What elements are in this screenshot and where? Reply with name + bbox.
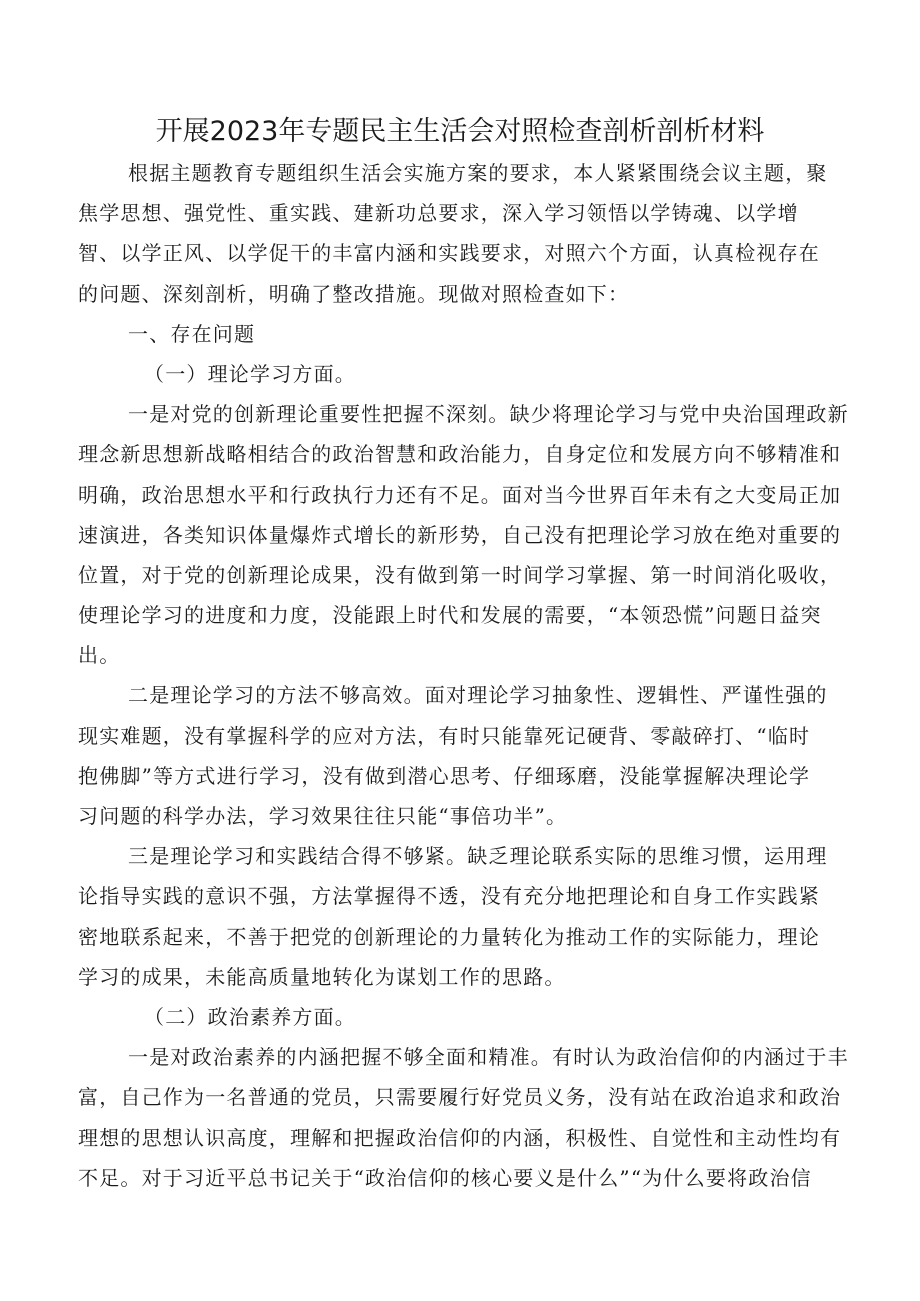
text-line: 智、以学正风、以学促干的丰富内涵和实践要求，对照六个方面，认真检视存在	[78, 241, 820, 266]
text-line: （一）理论学习方面。	[144, 361, 356, 386]
document-title: 开展2023年专题民主生活会对照检查剖析剖析材料	[155, 116, 765, 147]
text-line: 根据主题教育专题组织生活会实施方案的要求，本人紧紧围绕会议主题，聚	[128, 161, 828, 185]
document-body	[78, 153, 858, 1198]
text-line: 不足。对于习近平总书记关于“政治信仰的核心要义是什么”“为什么要将政治信	[78, 1165, 812, 1190]
text-line: 二是理论学习的方法不够高效。面对理论学习抽象性、逻辑性、严谨性强的	[128, 683, 828, 708]
text-line: （二）政治素养方面。	[144, 1004, 356, 1029]
text-line: 一、存在问题	[128, 321, 256, 346]
text-line: 出。	[78, 643, 121, 668]
text-line: 理想的思想认识高度，理解和把握政治信仰的内涵，积极性、自觉性和主动性均有	[78, 1125, 842, 1150]
text-line: 三是理论学习和实践结合得不够紧。缺乏理论联系实际的思维习惯，运用理	[128, 844, 828, 869]
text-line: 使理论学习的进度和力度，没能跟上时代和发展的需要，“本领恐慌”问题日益突	[78, 603, 822, 628]
text-line: 学习的成果，未能高质量地转化为谋划工作的思路。	[78, 964, 566, 989]
text-line: 一是对党的创新理论重要性把握不深刻。缺少将理论学习与党中央治国理政新	[128, 402, 849, 427]
text-line: 一是对政治素养的内涵把握不够全面和精准。有时认为政治信仰的内涵过于丰	[128, 1045, 849, 1070]
text-line: 习问题的科学办法，学习效果往往只能“事倍功半”。	[78, 804, 568, 828]
text-line: 抱佛脚”等方式进行学习，没有做到潜心思考、仔细琢磨，没能掌握解决理论学	[78, 763, 811, 788]
text-line: 明确，政治思想水平和行政执行力还有不足。面对当今世界百年未有之大变局正加	[78, 482, 842, 507]
text-line: 富，自己作为一名普通的党员，只需要履行好党员义务，没有站在政治追求和政治	[78, 1085, 842, 1110]
text-line: 密地联系起来，不善于把党的创新理论的力量转化为推动工作的实际能力，理论	[78, 924, 820, 949]
text-line: 位置，对于党的创新理论成果，没有做到第一时间学习掌握、第一时间消化吸收，	[78, 562, 842, 587]
text-line: 论指导实践的意识不强，方法掌握得不透，没有充分地把理论和自身工作实践紧	[78, 884, 820, 909]
text-line: 现实难题，没有掌握科学的应对方法，有时只能靠死记硬背、零敲碎打、“临时	[78, 723, 811, 748]
text-line: 的问题、深刻剖析，明确了整改措施。现做对照检查如下：	[78, 281, 630, 306]
text-line: 理念新思想新战略相结合的政治智慧和政治能力，自身定位和发展方向不够精准和	[78, 442, 842, 467]
text-line: 速演进，各类知识体量爆炸式增长的新形势，自己没有把理论学习放在绝对重要的	[78, 522, 842, 547]
text-line: 焦学思想、强党性、重实践、建新功总要求，深入学习领悟以学铸魂、以学增	[78, 201, 799, 226]
